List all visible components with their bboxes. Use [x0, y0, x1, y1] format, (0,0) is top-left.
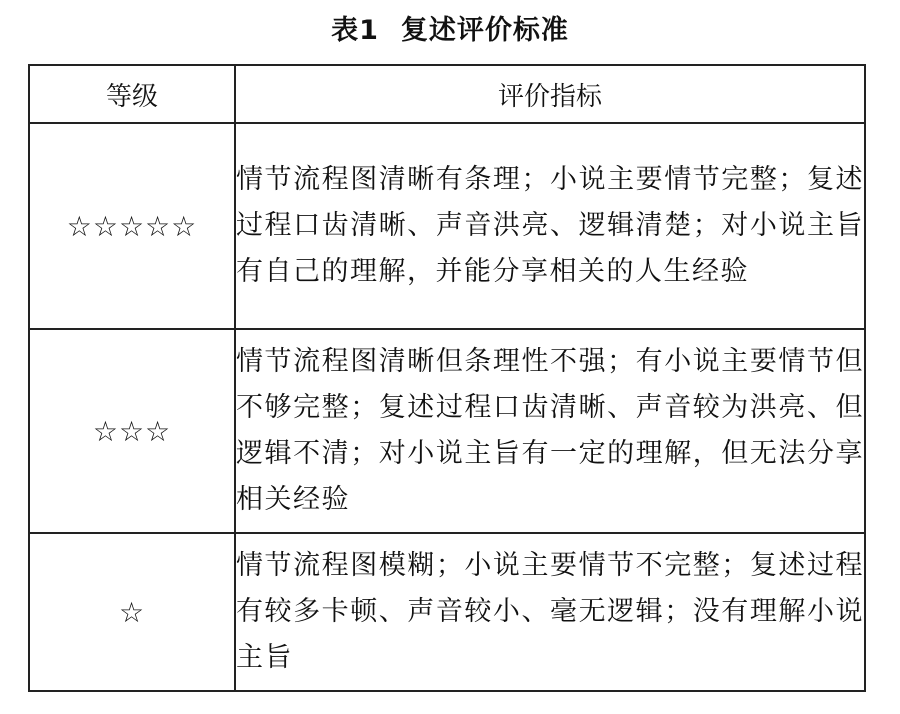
table-row [29, 123, 865, 329]
level-three-stars: ☆☆☆ [29, 329, 235, 533]
criteria-five-stars: 情节流程图清晰有条理；小说主要情节完整；复述过程口齿清晰、声音洪亮、逻辑清楚；对小说主旨有自己的理解，并能分享相关的人生经验 [235, 123, 865, 329]
table-title: 复述评价标准 [400, 15, 569, 46]
table-caption [0, 14, 900, 48]
table-number: 表1 [331, 15, 379, 46]
criteria-one-star: 情节流程图模糊；小说主要情节不完整；复述过程有较多卡顿、声音较小、毫无逻辑；没有理解小说主旨 [235, 533, 865, 691]
level-one-star: ☆ [29, 533, 235, 691]
table-row [29, 533, 865, 691]
level-five-stars: ☆☆☆☆☆ [29, 123, 235, 329]
criteria-three-stars: 情节流程图清晰但条理性不强；有小说主要情节但不够完整；复述过程口齿清晰、声音较为洪亮、但逻辑不清；对小说主旨有一定的理解，但无法分享相关经验 [235, 329, 865, 533]
table-header-row [29, 65, 865, 123]
header-criteria: 评价指标 [235, 65, 865, 123]
header-level: 等级 [29, 65, 235, 123]
evaluation-criteria-table [28, 64, 866, 692]
table-row [29, 329, 865, 533]
